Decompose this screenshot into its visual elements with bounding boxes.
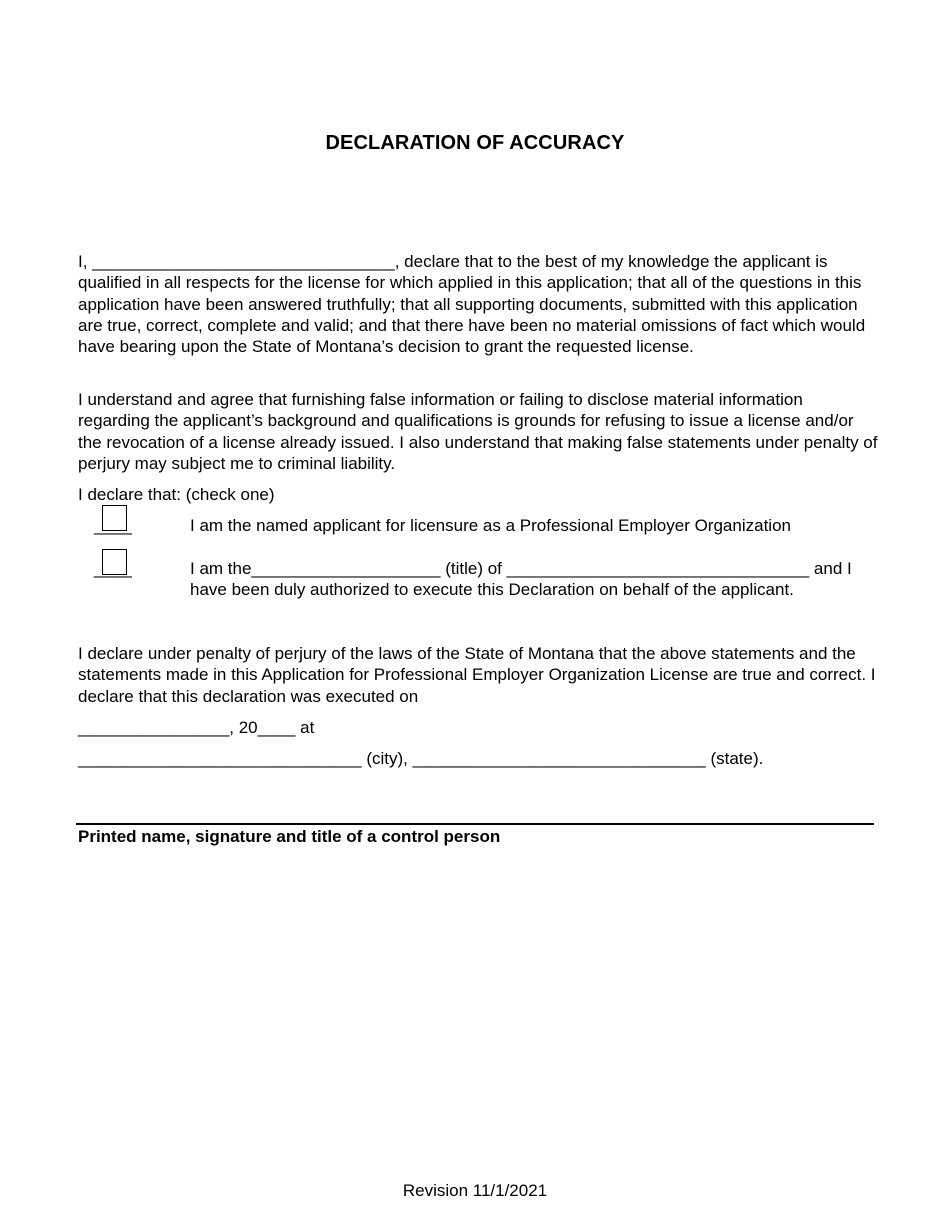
document-title: DECLARATION OF ACCURACY [325, 132, 625, 154]
revision-footer: Revision 11/1/2021 [402, 1181, 548, 1200]
checkbox-underline: ____ [94, 559, 132, 578]
execution-location-line[interactable]: ______________________________ (city), _______________________________ (state). [78, 749, 764, 768]
authorized-representative-label: I am the____________________ (title) of ________________________________ and I have been duly authorized to execute this Declaration on behalf of the applicant. [190, 559, 852, 600]
authorized-representative-checkbox[interactable] [102, 549, 127, 575]
signature-line[interactable] [76, 823, 874, 825]
perjury-declaration-paragraph: I declare under penalty of perjury of the laws of the State of Montana that the above statements and the statements made in this Application for Professional Employer Organization License are true and correct. I declare that this declaration was executed on [78, 644, 876, 706]
declaration-paragraph: I, ________________________________, declare that to the best of my knowledge the applicant is qualified in all respects for the license for which applied in this application; that all of the questions in this application have been answered truthfully; that all supporting documents, submitted with this application are true, correct, complete and valid; and that there have been no material omissions of fact which would have bearing upon the State of Montana’s decision to grant the requested license. [78, 252, 866, 357]
acknowledgement-paragraph: I understand and agree that furnishing false information or failing to disclose material information regarding the applicant’s background and qualifications is grounds for refusing to issue a license and/or the revocation of a license already issued. I also understand that making false statements under penalty of perjury may subject me to criminal liability. [78, 390, 878, 473]
execution-date-line[interactable]: ________________, 20____ at [78, 718, 315, 737]
signature-label: Printed name, signature and title of a control person [78, 827, 501, 846]
named-applicant-label: I am the named applicant for licensure as a Professional Employer Organization [190, 516, 791, 535]
check-one-instruction: I declare that: (check one) [78, 485, 275, 504]
checkbox-underline: ____ [94, 516, 132, 535]
named-applicant-checkbox[interactable] [102, 505, 127, 531]
